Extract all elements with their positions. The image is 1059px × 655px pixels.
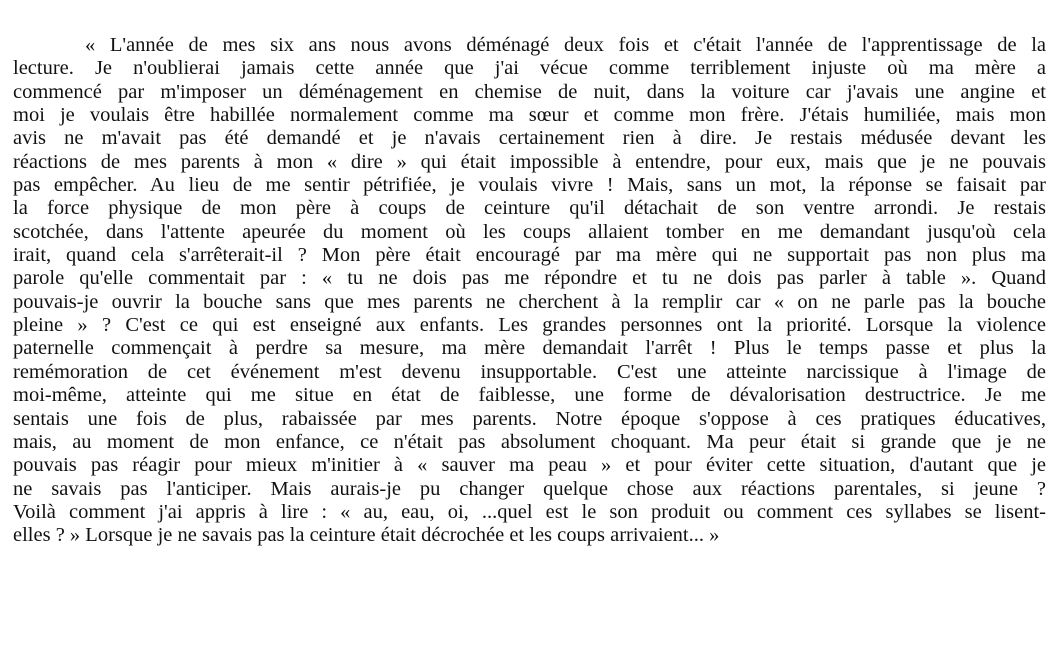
paragraph-line: scotchée, dans l'attente apeurée du moment où les coups allaient tomber en me demandant jusqu'où cela bbox=[13, 220, 1046, 243]
paragraph-line: ne savais pas l'anticiper. Mais aurais-je pu changer quelque chose aux réactions parentales, si jeune ? bbox=[13, 477, 1046, 500]
paragraph-line: pouvais-je ouvrir la bouche sans que mes parents ne cherchent à la remplir car « on ne parle pas la bouche bbox=[13, 290, 1046, 313]
paragraph-line: avis ne m'avait pas été demandé et je n'avais certainement rien à dire. Je restais médusée devant les bbox=[13, 127, 1046, 150]
paragraph-line: parole qu'elle commentait par : « tu ne dois pas me répondre et tu ne dois pas parler à table ». Quand bbox=[13, 267, 1046, 290]
paragraph-line: la force physique de mon père à coups de ceinture qu'il détachait de son ventre arrondi. Je restais bbox=[13, 197, 1046, 220]
paragraph-line: mais, au moment de mon enfance, ce n'était pas absolument choquant. Ma peur était si grande que je ne bbox=[13, 430, 1046, 453]
quoted-paragraph bbox=[13, 34, 1046, 548]
document-page bbox=[13, 34, 1046, 654]
paragraph-line: moi je voulais être habillée normalement comme ma sœur et comme mon frère. J'étais humiliée, mais mon bbox=[13, 104, 1046, 127]
paragraph-line: pouvais pas réagir pour mieux m'initier à « sauver ma peau » et pour éviter cette situation, d'autant que je bbox=[13, 454, 1046, 477]
paragraph-line: elles ? » Lorsque je ne savais pas la ceinture était décrochée et les coups arrivaient... » bbox=[13, 524, 720, 547]
paragraph-line: paternelle commençait à perdre sa mesure, ma mère demandait l'arrêt ! Plus le temps passe et plus la bbox=[13, 337, 1046, 360]
paragraph-line: irait, quand cela s'arrêterait-il ? Mon père était encouragé par ma mère qui ne supportait pas non plus ma bbox=[13, 244, 1046, 267]
paragraph-line: pas empêcher. Au lieu de me sentir pétrifiée, je voulais vivre ! Mais, sans un mot, la réponse se faisait par bbox=[13, 174, 1046, 197]
paragraph-line: commencé par m'imposer un déménagement en chemise de nuit, dans la voiture car j'avais une angine et bbox=[13, 80, 1046, 103]
paragraph-line: moi-même, atteinte qui me situe en état de faiblesse, une forme de dévalorisation destructrice. Je me bbox=[13, 384, 1046, 407]
paragraph-line: pleine » ? C'est ce qui est enseigné aux enfants. Les grandes personnes ont la priorité. Lorsque la violence bbox=[13, 314, 1046, 337]
paragraph-line: lecture. Je n'oublierai jamais cette année que j'ai vécue comme terriblement injuste où ma mère a bbox=[13, 57, 1046, 80]
paragraph-line: Voilà comment j'ai appris à lire : « au, eau, oi, ...quel est le son produit ou comment ces syllabes se lisent- bbox=[13, 500, 1046, 523]
paragraph-line: sentais une fois de plus, rabaissée par mes parents. Notre époque s'oppose à ces pratiques éducatives, bbox=[13, 407, 1046, 430]
paragraph-line: « L'année de mes six ans nous avons déménagé deux fois et c'était l'année de l'apprentissage de la bbox=[85, 34, 1046, 56]
paragraph-line: remémoration de cet événement m'est devenu insupportable. C'est une atteinte narcissique à l'image de bbox=[13, 360, 1046, 383]
paragraph-line: réactions de mes parents à mon « dire » qui était impossible à entendre, pour eux, mais que je ne pouvais bbox=[13, 150, 1046, 173]
